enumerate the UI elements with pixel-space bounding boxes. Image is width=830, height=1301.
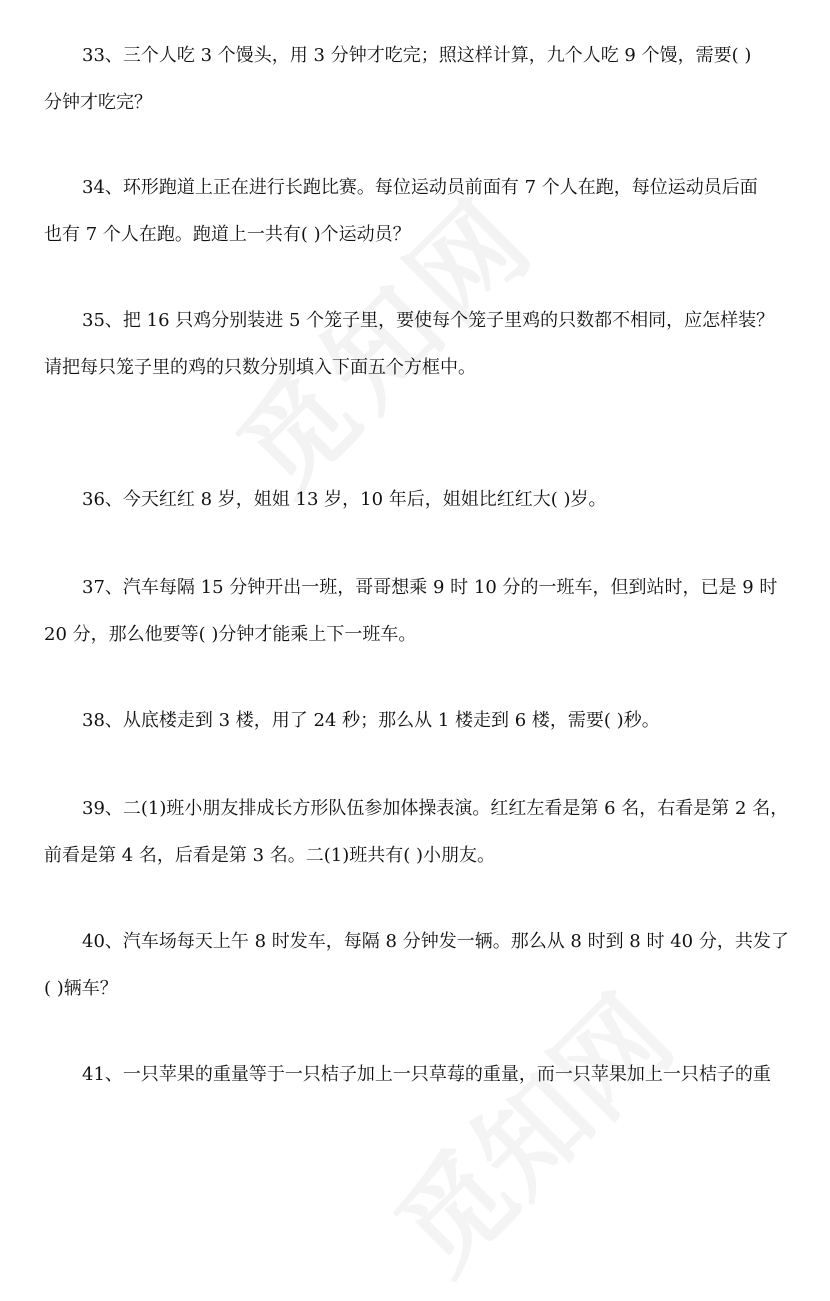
question-34 xyxy=(44,164,794,258)
question-39-line-2: 前看是第 4 名，后看是第 3 名。二(1)班共有( )小朋友。 xyxy=(44,845,496,866)
question-34-line-2: 也有 7 个人在跑。跑道上一共有( )个运动员？ xyxy=(44,224,411,245)
question-34-line-1: 34、环形跑道上正在进行长跑比赛。每位运动员前面有 7 个人在跑，每位运动员后面 xyxy=(82,177,758,198)
question-37 xyxy=(44,564,794,658)
question-33-line-1: 33、三个人吃 3 个馒头，用 3 分钟才吃完；照这样计算，九个人吃 9 个馒，需要( ) xyxy=(82,45,752,66)
question-39 xyxy=(44,785,794,879)
watermark-bottom xyxy=(356,1006,625,1275)
question-41-line-1: 41、一只苹果的重量等于一只桔子加上一只草莓的重量，而一只苹果加上一只桔子的重 xyxy=(82,1064,771,1085)
question-36 xyxy=(44,476,794,523)
question-40-line-1: 40、汽车场每天上午 8 时发车，每隔 8 分钟发一辆。那么从 8 时到 8 时 40 分，共发了 xyxy=(82,931,789,952)
question-38-line-1: 38、从底楼走到 3 楼，用了 24 秒；那么从 1 楼走到 6 楼，需要( )秒。 xyxy=(82,710,660,731)
question-37-line-2: 20 分，那么他要等( )分钟才能乘上下一班车。 xyxy=(44,624,417,645)
question-38 xyxy=(44,697,794,744)
question-40-line-2: ( )辆车？ xyxy=(44,978,118,999)
question-36-line-1: 36、今天红红 8 岁，姐姐 13 岁，10 年后，姐姐比红红大( )岁。 xyxy=(82,489,607,510)
watermark xyxy=(198,198,622,622)
question-40 xyxy=(44,918,794,1012)
question-35-line-1: 35、把 16 只鸡分别装进 5 个笼子里，要使每个笼子里鸡的只数都不相同，应怎样装？ xyxy=(82,310,775,331)
question-35-line-2: 请把每只笼子里的鸡的只数分别填入下面五个方框中。 xyxy=(44,357,476,378)
question-33-line-2: 分钟才吃完？ xyxy=(44,92,152,113)
question-35 xyxy=(44,297,794,391)
question-41 xyxy=(44,1051,794,1098)
question-33 xyxy=(44,32,794,126)
question-39-line-1: 39、二(1)班小朋友排成长方形队伍参加体操表演。红红左看是第 6 名，右看是第 2 名， xyxy=(82,798,789,819)
question-37-line-1: 37、汽车每隔 15 分钟开出一班，哥哥想乘 9 时 10 分的一班车，但到站时，已是 9 时 xyxy=(82,577,778,598)
